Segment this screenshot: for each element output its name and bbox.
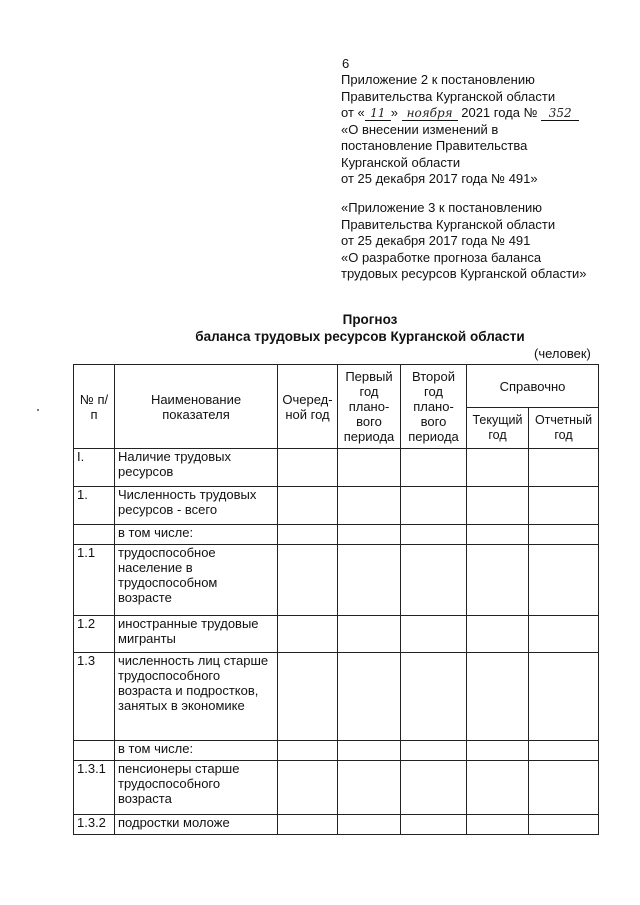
cell — [401, 525, 467, 545]
table-row — [74, 741, 599, 761]
units-label: (человек) — [534, 346, 591, 361]
cell — [401, 545, 467, 616]
row-name: подростки моложе — [115, 815, 278, 835]
cell — [467, 653, 529, 741]
row-num: 1.2 — [74, 616, 115, 653]
row-name: численность лиц старше трудоспособного возраста и подростков, занятых в экономике — [115, 653, 278, 741]
header-report-year: Отчетный год — [529, 408, 599, 449]
document-title: Прогноз — [342, 312, 398, 327]
row-num: 1. — [74, 487, 115, 525]
table-row — [74, 487, 599, 525]
row-name: трудоспособное население в трудоспособном возрасте — [115, 545, 278, 616]
table-row — [74, 545, 599, 616]
cell — [467, 741, 529, 761]
row-num: 1.3.2 — [74, 815, 115, 835]
header-line: «Приложение 3 к постановлению — [341, 200, 543, 215]
handwritten-month: ноября — [402, 107, 458, 121]
date-prefix: от « — [341, 105, 365, 120]
cell — [467, 487, 529, 525]
header-line: трудовых ресурсов Курганской области» — [341, 266, 587, 281]
cell — [529, 653, 599, 741]
cell — [338, 741, 401, 761]
header-second-plan-year: Второй год плано-вого периода — [401, 365, 467, 449]
table-row — [74, 761, 599, 815]
row-name: в том числе: — [115, 741, 278, 761]
table-row — [74, 815, 599, 835]
cell — [529, 487, 599, 525]
cell — [401, 761, 467, 815]
header-date-line — [341, 105, 631, 122]
forecast-table — [73, 364, 599, 835]
cell — [401, 653, 467, 741]
cell — [467, 449, 529, 487]
row-name: Наличие трудовых ресурсов — [115, 449, 278, 487]
cell — [278, 487, 338, 525]
row-name: иностранные трудовые мигранты — [115, 616, 278, 653]
header-line: «О разработке прогноза баланса — [341, 249, 542, 265]
cell — [278, 545, 338, 616]
cell — [278, 741, 338, 761]
header-num: № п/п — [74, 365, 115, 449]
cell — [338, 653, 401, 741]
header-current-year: Текущий год — [467, 408, 529, 449]
cell — [338, 616, 401, 653]
cell — [401, 487, 467, 525]
cell — [278, 653, 338, 741]
row-num: 1.3 — [74, 653, 115, 741]
row-num — [74, 741, 115, 761]
cell — [529, 449, 599, 487]
date-year: 2021 года № — [461, 105, 538, 120]
cell — [278, 761, 338, 815]
table-row — [74, 449, 599, 487]
header-line: Курганской области — [341, 154, 461, 170]
appendix-header-original — [341, 200, 631, 283]
table-row — [74, 616, 599, 653]
header-line: Приложение 2 к постановлению — [341, 72, 535, 87]
appendix-header — [341, 72, 631, 188]
cell — [278, 449, 338, 487]
row-num: 1.3.1 — [74, 761, 115, 815]
cell — [401, 741, 467, 761]
header-line: «О внесении изменений в — [341, 121, 499, 137]
cell — [338, 545, 401, 616]
header-first-plan-year: Первый год плано-вого периода — [338, 365, 401, 449]
cell — [338, 449, 401, 487]
page-number: 6 — [342, 56, 350, 71]
date-mid: » — [390, 105, 398, 120]
row-name: в том числе: — [115, 525, 278, 545]
table-row — [74, 525, 599, 545]
header-line: постановление Правительства — [341, 138, 528, 153]
cell — [467, 545, 529, 616]
row-num — [74, 525, 115, 545]
cell — [529, 741, 599, 761]
document-subtitle: баланса трудовых ресурсов Курганской области — [195, 329, 525, 344]
cell — [529, 815, 599, 835]
cell — [529, 761, 599, 815]
cell — [467, 616, 529, 653]
cell — [529, 545, 599, 616]
cell — [338, 487, 401, 525]
cell — [467, 525, 529, 545]
cell — [278, 815, 338, 835]
header-line: Правительства Курганской области — [341, 216, 556, 232]
handwritten-number: 352 — [541, 107, 579, 121]
table-row — [74, 653, 599, 741]
cell — [529, 616, 599, 653]
cell — [338, 815, 401, 835]
cell — [401, 449, 467, 487]
cell — [467, 815, 529, 835]
header-line: от 25 декабря 2017 года № 491» — [341, 171, 538, 186]
handwritten-day: 11 — [365, 107, 391, 121]
header-name: Наименование показателя — [115, 365, 278, 449]
cell — [529, 525, 599, 545]
cell — [278, 525, 338, 545]
cell — [338, 525, 401, 545]
scan-speck — [37, 409, 39, 411]
header-reference: Справочно — [467, 365, 599, 408]
cell — [401, 815, 467, 835]
row-num: I. — [74, 449, 115, 487]
cell — [401, 616, 467, 653]
cell — [338, 761, 401, 815]
header-line: от 25 декабря 2017 года № 491 — [341, 233, 531, 248]
cell — [278, 616, 338, 653]
header-next-year: Очеред-ной год — [278, 365, 338, 449]
row-name: Численность трудовых ресурсов - всего — [115, 487, 278, 525]
cell — [467, 761, 529, 815]
header-line: Правительства Курганской области — [341, 88, 556, 104]
row-name: пенсионеры старше трудоспособного возраста — [115, 761, 278, 815]
row-num: 1.1 — [74, 545, 115, 616]
